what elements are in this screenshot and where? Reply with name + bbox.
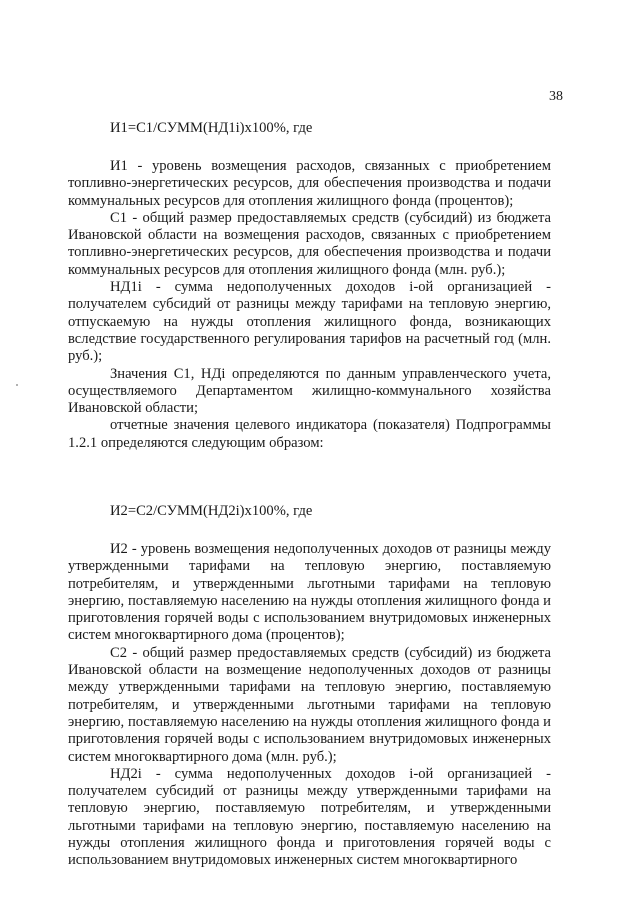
definition-nd1i: НД1i - сумма недополученных доходов i-ой организацией - получателем субсидий от разницы между тарифами на тепловую энергию, отпускаемую на нужды отопления жилищного фонда, возникающих вследствие государственного регулирования тарифов на расчетный год (млн. руб.); xyxy=(68,279,551,365)
definitions-block-1 xyxy=(68,158,551,452)
definition-i1: И1 - уровень возмещения расходов, связанных с приобретением топливно-энергетических ресурсов, для обеспечения производства и подачи коммунальных ресурсов для отопления жилищного фонда (процентов); xyxy=(68,158,551,209)
definition-c1: С1 - общий размер предоставляемых средств (субсидий) из бюджета Ивановской области на возмещения расходов, связанных с приобретением топливно-энергетических ресурсов, для обеспечения производства и подачи коммунальных ресурсов для отопления жилищного фонда (млн. руб.); xyxy=(68,209,551,278)
formula-i2: И2=С2/СУММ(НД2i)х100%, где xyxy=(110,503,313,519)
definition-c2: С2 - общий размер предоставляемых средств (субсидий) из бюджета Ивановской области на возмещение недополученных доходов от разницы между утвержденными тарифами на тепловую энергию, поставляемую потребителям, и утвержденными льготными тарифами на тепловую энергию, поставляемую населению на нужды отопления жилищного фонда и приготовления горячей воды с использованием внутридомовых инженерных систем многоквартирного дома (млн. руб.); xyxy=(68,644,551,765)
definition-i2: И2 - уровень возмещения недополученных доходов от разницы между утвержденными тарифами на тепловую энергию, поставляемую потребителям, и утвержденными льготными тарифами на тепловую энергию, поставляемую населению на нужды отопления жилищного фонда и приготовления горячей воды с использованием внутридомовых инженерных систем многоквартирного дома (процентов); xyxy=(68,541,551,644)
definition-nd2i: НД2i - сумма недополученных доходов i-ой организацией - получателем субсидий от разницы между утвержденными тарифами на тепловую энергию, поставляемую потребителям, и утвержденными льготными тарифами на тепловую энергию, поставляемую населению на нужды отопления жилищного фонда и приготовления горячей воды с использованием внутридомовых инженерных систем многоквартирного xyxy=(68,765,551,869)
scan-speck xyxy=(16,384,18,386)
reporting-values-intro: отчетные значения целевого индикатора (показателя) Подпрограммы 1.2.1 определяются следующим образом: xyxy=(68,417,551,451)
definitions-block-2 xyxy=(68,541,551,870)
page-number: 38 xyxy=(549,89,563,104)
values-source-note: Значения С1, НДi определяются по данным управленческого учета, осуществляемого Департаментом жилищно-коммунального хозяйства Ивановской области; xyxy=(68,365,551,417)
formula-i1: И1=С1/СУММ(НД1i)х100%, где xyxy=(110,120,313,136)
